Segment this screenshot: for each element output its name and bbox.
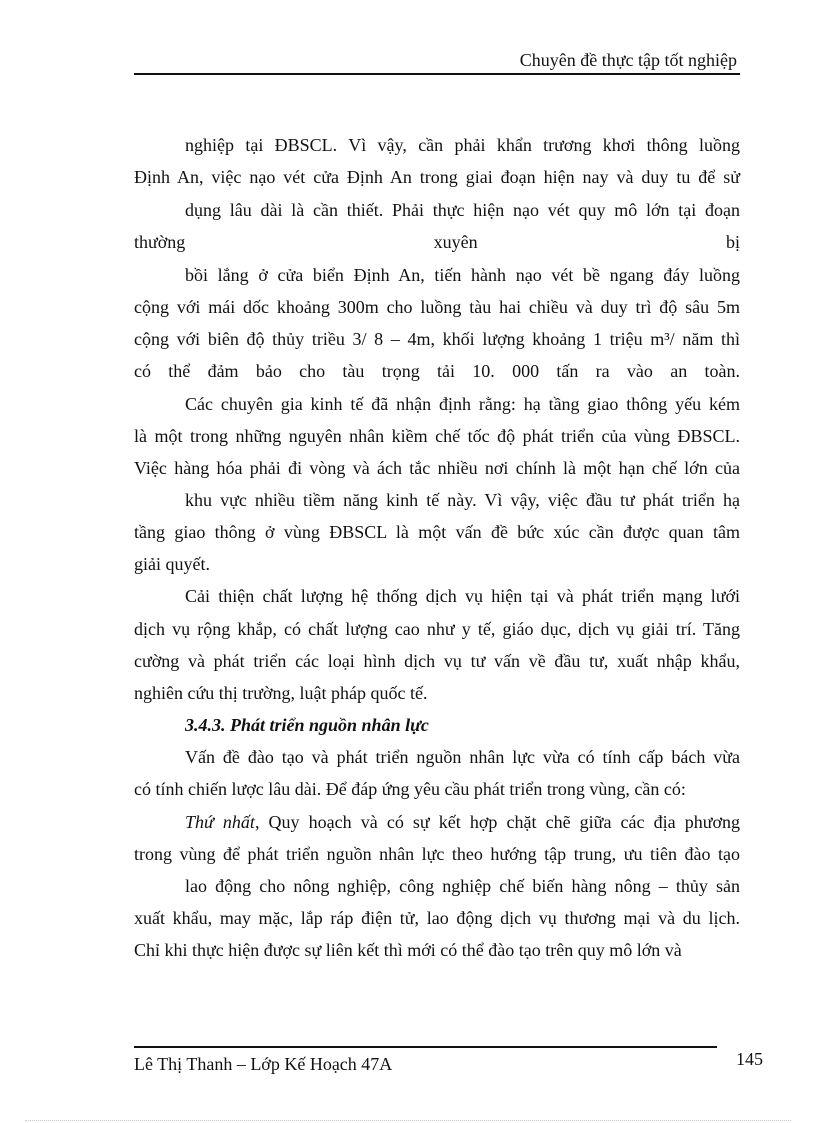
text-line: lao động cho nông nghiệp, công nghiệp chế biến hàng nông – thủy sản <box>185 876 740 896</box>
text-line: dịch vụ rộng khắp, có chất lượng cao như y tế, giáo dục, dịch vụ giải trí. Tăng <box>134 619 740 639</box>
text-line: là một trong những nguyên nhân kiềm chế tốc độ phát triển của vùng ĐBSCL. <box>134 426 740 446</box>
first-point-text: , Quy hoạch và có sự kết hợp chặt chẽ giữa các địa phương <box>254 812 740 832</box>
text-line: nghiệp tại ĐBSCL. Vì vậy, cần phải khẩn trương khơi thông luồng <box>185 135 740 155</box>
section-heading: 3.4.3. Phát triển nguồn nhân lực <box>185 715 429 735</box>
text-line: có thể đảm bảo cho tàu trọng tải 10. 000 tấn ra vào an toàn. <box>134 361 740 381</box>
text-line: nghiên cứu thị trường, luật pháp quốc tế. <box>134 683 428 703</box>
text-line: Vấn đề đào tạo và phát triển nguồn nhân lực vừa có tính cấp bách vừa <box>185 747 740 767</box>
text-line: Các chuyên gia kinh tế đã nhận định rằng: hạ tầng giao thông yếu kém <box>185 394 740 414</box>
text-line: Chỉ khi thực hiện được sự liên kết thì mới có thể đào tạo trên quy mô lớn và <box>134 940 682 960</box>
text-line: cộng với biên độ thủy triều 3/ 8 – 4m, khối lượng khoảng 1 triệu m³/ năm thì <box>134 329 740 349</box>
text-line: Định An, việc nạo vét cửa Định An trong giai đoạn hiện nay và duy tu để sử <box>134 167 740 187</box>
text-line: xuất khẩu, may mặc, lắp ráp điện tử, lao động dịch vụ thương mại và du lịch. <box>134 908 740 928</box>
text-line: Cải thiện chất lượng hệ thống dịch vụ hiện tại và phát triển mạng lưới <box>185 586 740 606</box>
text-line: thường xuyên bị <box>134 232 740 252</box>
text-line: tầng giao thông ở vùng ĐBSCL là một vấn đề bức xúc cần được quan tâm <box>134 522 740 542</box>
header-divider <box>134 73 740 75</box>
page-number: 145 <box>736 1049 763 1069</box>
footer-author: Lê Thị Thanh – Lớp Kế Hoạch 47A <box>134 1054 393 1074</box>
first-point-line <box>185 811 740 833</box>
text-line: khu vực nhiều tiềm năng kinh tế này. Vì vậy, việc đầu tư phát triển hạ <box>185 490 740 510</box>
first-point-label: Thứ nhất <box>185 812 255 832</box>
text-line: cộng với mái dốc khoảng 300m cho luồng tàu hai chiều và duy trì độ sâu 5m <box>134 297 740 317</box>
text-line: dụng lâu dài là cần thiết. Phải thực hiện nạo vét quy mô lớn tại đoạn <box>185 200 740 220</box>
page-edge-divider <box>25 1120 791 1121</box>
footer-divider <box>134 1046 717 1048</box>
text-line: trong vùng để phát triển nguồn nhân lực theo hướng tập trung, ưu tiên đào tạo <box>134 844 740 864</box>
text-line: bồi lắng ở cửa biển Định An, tiến hành nạo vét bề ngang đáy luồng <box>185 265 740 285</box>
text-line: Việc hàng hóa phải đi vòng và ách tắc nhiều nơi chính là một hạn chế lớn của <box>134 458 740 478</box>
text-line: giải quyết. <box>134 554 210 574</box>
text-line: cường và phát triển các loại hình dịch vụ tư vấn về đầu tư, xuất nhập khẩu, <box>134 651 740 671</box>
header-title: Chuyên đề thực tập tốt nghiệp <box>519 50 737 70</box>
text-line: có tính chiến lược lâu dài. Để đáp ứng yêu cầu phát triển trong vùng, cần có: <box>134 779 686 799</box>
